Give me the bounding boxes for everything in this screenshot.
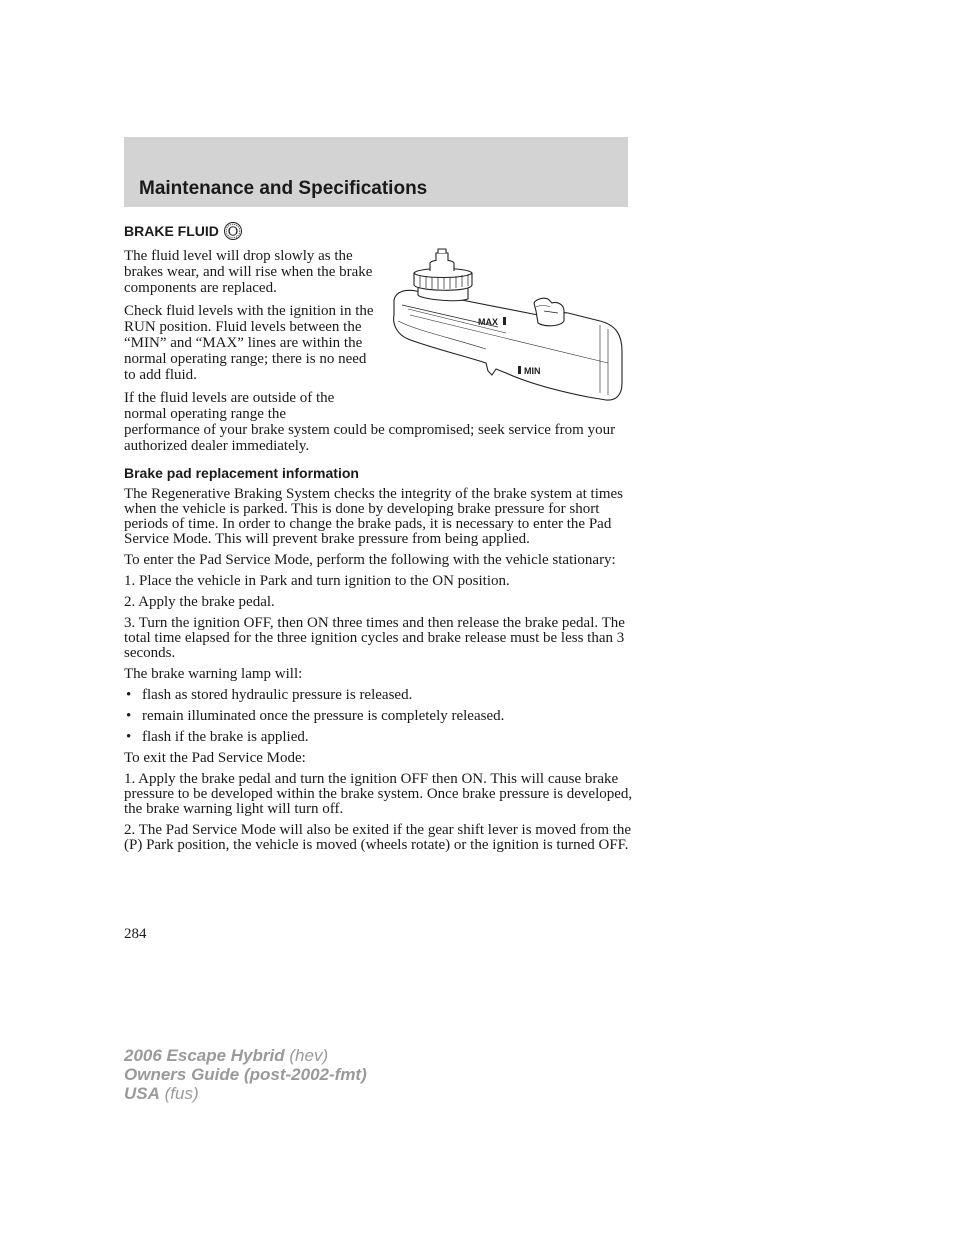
page-number: 284: [124, 926, 147, 942]
brake-fluid-paragraph-1: The fluid level will drop slowly as the brakes wear, and will rise when the brake components are replaced.: [124, 248, 373, 296]
brake-fluid-paragraph-3a: If the fluid levels are outside of the normal operating range the: [124, 390, 335, 422]
footer-line-2: Owners Guide (post-2002-fmt): [124, 1065, 367, 1084]
enter-step-3: 3. Turn the ignition OFF, then ON three times and then release the brake pedal. The total time elapsed for the three ignition cycles and brake release must be less than 3 seconds.: [124, 615, 625, 661]
enter-step-1: 1. Place the vehicle in Park and turn ignition to the ON position.: [124, 573, 510, 589]
brake-fluid-heading-text: BRAKE FLUID: [124, 223, 219, 239]
brake-fluid-paragraph-3b: performance of your brake system could be compromised; seek service from your authorized dealer immediately.: [124, 422, 616, 454]
brake-fluid-text-column: [124, 248, 376, 422]
min-level-label: MIN: [524, 366, 541, 376]
enter-step-2: 2. Apply the brake pedal.: [124, 594, 275, 610]
lamp-bullet-2: • remain illuminated once the pressure is completely released.: [126, 708, 505, 724]
lamp-intro: The brake warning lamp will:: [124, 666, 303, 682]
lamp-bullet-3: • flash if the brake is applied.: [126, 729, 309, 745]
pad-replacement-body: [124, 487, 634, 859]
bullet-dot: •: [126, 687, 132, 703]
section-title: Maintenance and Specifications: [139, 178, 428, 199]
bullet-dot: •: [126, 729, 132, 745]
pad-intro-paragraph: The Regenerative Braking System checks the integrity of the brake system at times when the vehicle is parked. This is done by developing brake pressure for short periods of time. In order to change the brake pads, it is necessary to enter the Pad Service Mode. This will prevent brake pressure from being applied.: [124, 486, 624, 547]
brake-fluid-paragraph-2: Check fluid levels with the ignition in the RUN position. Fluid levels between the “MIN” and “MAX” lines are within the normal operating range; there is no need to add fluid.: [124, 303, 374, 383]
bullet-dot: •: [126, 708, 132, 724]
exit-mode-intro: To exit the Pad Service Mode:: [124, 750, 306, 766]
brake-fluid-cap-icon: [223, 221, 243, 241]
brake-fluid-heading: [124, 221, 243, 241]
pad-replacement-heading: Brake pad replacement information: [124, 465, 359, 481]
enter-mode-intro: To enter the Pad Service Mode, perform the following with the vehicle stationary:: [124, 552, 616, 568]
exit-step-2: 2. The Pad Service Mode will also be exited if the gear shift lever is moved from the (P) Park position, the vehicle is moved (wheels rotate) or the ignition is turned OFF.: [124, 822, 632, 853]
document-footer: [124, 1046, 367, 1103]
exit-step-1: 1. Apply the brake pedal and turn the ignition OFF then ON. This will cause brake pressure to be developed within the brake system. Once brake pressure is developed, the brake warning light will turn off.: [124, 771, 633, 817]
lamp-bullet-1: • flash as stored hydraulic pressure is released.: [126, 687, 413, 703]
footer-line-3: USA (fus): [124, 1084, 199, 1103]
max-level-label: MAX: [478, 317, 498, 327]
brake-fluid-reservoir-illustration: [388, 245, 628, 407]
footer-line-1: 2006 Escape Hybrid (hev): [124, 1046, 329, 1065]
